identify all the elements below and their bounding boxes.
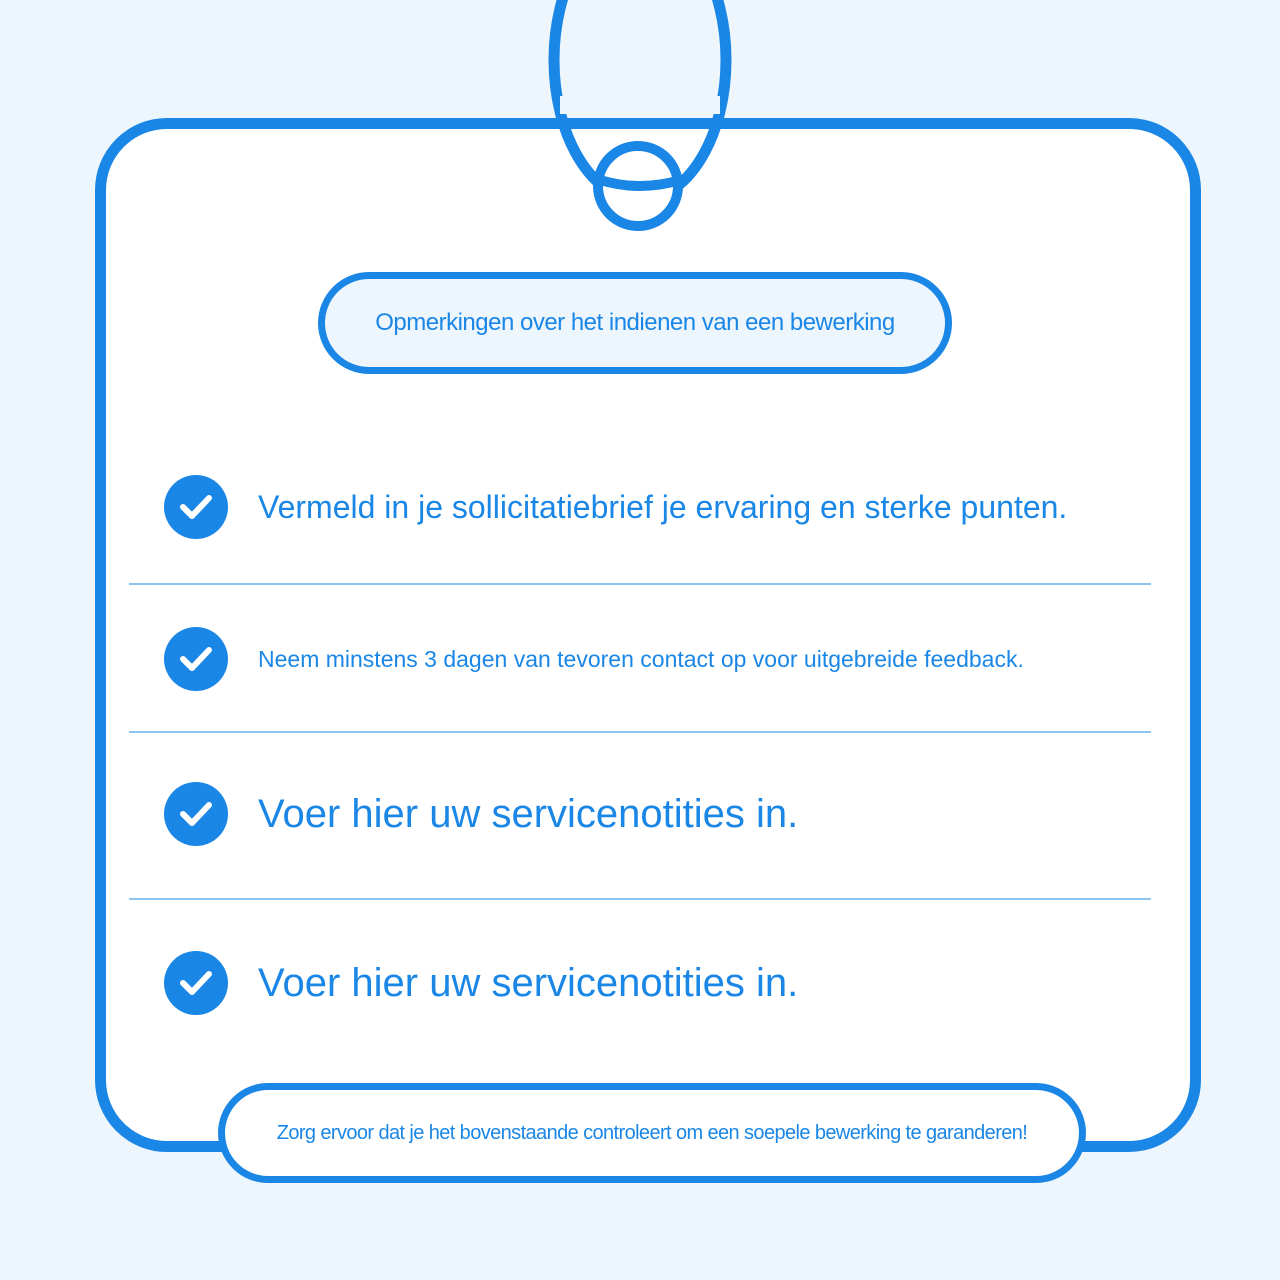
check-icon (164, 782, 228, 846)
divider (129, 731, 1151, 733)
checklist-item (164, 627, 1024, 691)
divider (129, 898, 1151, 900)
hanger-gap-mask (560, 96, 720, 114)
header-title-pill (318, 272, 952, 374)
checklist-item-label: Neem minstens 3 dagen van tevoren contact op voor uitgebreide feedback. (258, 645, 1024, 672)
footer-note-pill (218, 1083, 1086, 1183)
header-title: Opmerkingen over het indienen van een bewerking (375, 309, 895, 336)
checklist-item-label: Voer hier uw servicenotities in. (258, 791, 799, 836)
check-icon (164, 475, 228, 539)
checklist-item-label: Vermeld in je sollicitatiebrief je ervaring en sterke punten. (258, 488, 1068, 525)
divider (129, 583, 1151, 585)
checklist-item (164, 475, 1067, 539)
checklist-item (164, 782, 798, 846)
check-icon (164, 627, 228, 691)
checklist-item-label: Voer hier uw servicenotities in. (258, 960, 799, 1005)
checklist-item (164, 951, 798, 1015)
check-icon (164, 951, 228, 1015)
footer-note: Zorg ervoor dat je het bovenstaande controleert om een soepele bewerking te garanderen! (276, 1121, 1028, 1144)
